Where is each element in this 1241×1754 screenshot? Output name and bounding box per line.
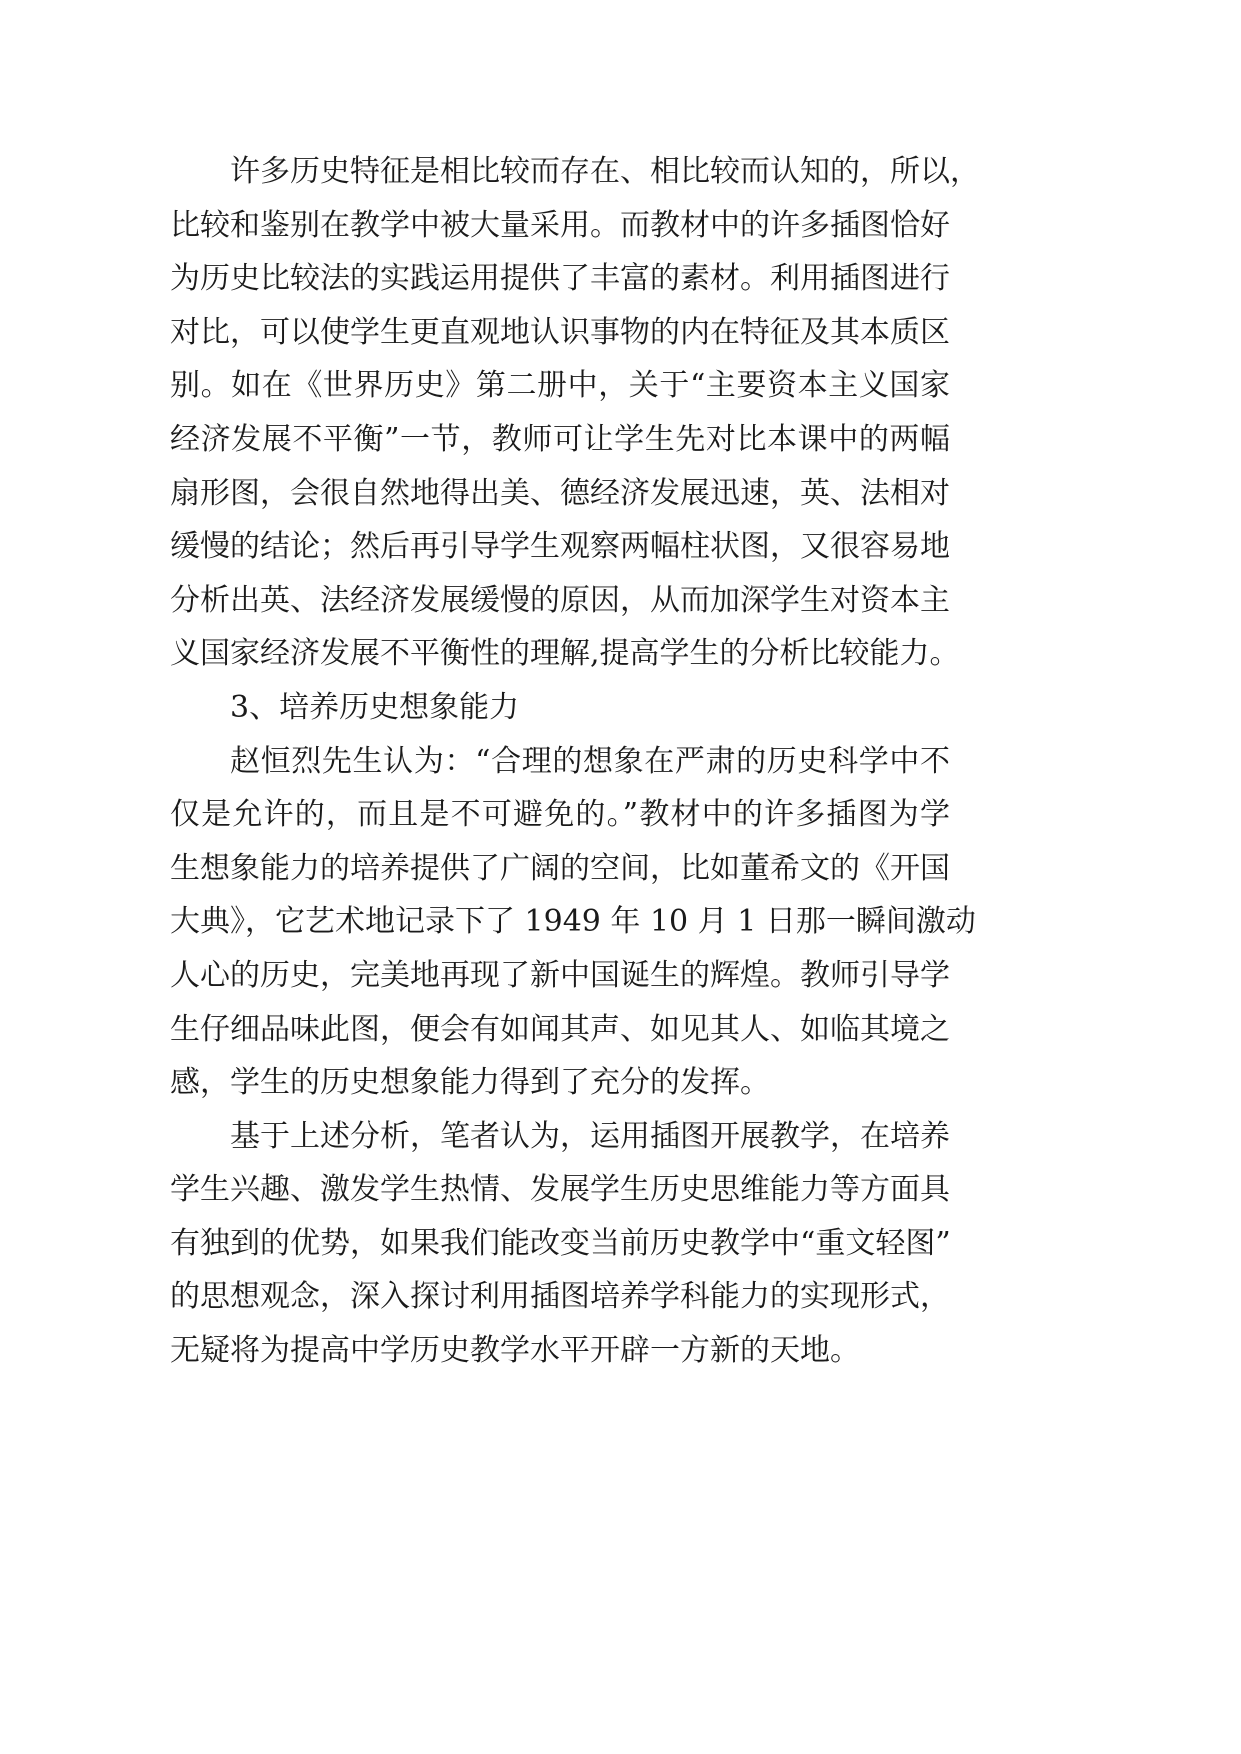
paragraph-line: 扇形图，会很自然地得出美、德经济发展迅速，英、法相对 bbox=[170, 475, 950, 511]
paragraph-line: 生仔细品味此图，便会有如闻其声、如见其人、如临其境之 bbox=[170, 1011, 950, 1047]
paragraph-line: 仅是允许的，而且是不可避免的。”教材中的许多插图为学 bbox=[170, 797, 950, 833]
paragraph-line: 大典》，它艺术地记录下了 1949 年 10 月 1 日那一瞬间激动 bbox=[170, 904, 976, 940]
paragraph-line: 为历史比较法的实践运用提供了丰富的素材。利用插图进行 bbox=[170, 261, 950, 297]
body-text bbox=[170, 145, 980, 1378]
paragraph-line: 缓慢的结论；然后再引导学生观察两幅柱状图，又很容易地 bbox=[170, 529, 950, 565]
paragraph-line: 的思想观念，深入探讨利用插图培养学科能力的实现形式， bbox=[170, 1279, 950, 1315]
paragraph-line: 感，学生的历史想象能力得到了充分的发挥。 bbox=[170, 1065, 770, 1101]
paragraph-line: 分析出英、法经济发展缓慢的原因，从而加深学生对资本主 bbox=[170, 582, 950, 618]
paragraph-line: 基于上述分析，笔者认为，运用插图开展教学，在培养 bbox=[230, 1118, 950, 1154]
paragraph-line: 义国家经济发展不平衡性的理解,提高学生的分析比较能力。 bbox=[170, 636, 960, 672]
paragraph-line: 无疑将为提高中学历史教学水平开辟一方新的天地。 bbox=[170, 1333, 860, 1369]
paragraph-line: 学生兴趣、激发学生热情、发展学生历史思维能力等方面具 bbox=[170, 1172, 950, 1208]
paragraph-line: 别。如在《世界历史》第二册中，关于“主要资本主义国家 bbox=[170, 368, 950, 404]
section-heading: 3、培养历史想象能力 bbox=[230, 689, 520, 725]
paragraph-line: 许多历史特征是相比较而存在、相比较而认知的，所以， bbox=[230, 154, 980, 189]
paragraph-line: 赵恒烈先生认为：“合理的想象在严肃的历史科学中不 bbox=[230, 743, 950, 779]
paragraph-line: 经济发展不平衡”一节，教师可让学生先对比本课中的两幅 bbox=[170, 421, 950, 457]
paragraph-line: 比较和鉴别在教学中被大量采用。而教材中的许多插图恰好 bbox=[170, 207, 950, 243]
paragraph-line: 人心的历史，完美地再现了新中国诞生的辉煌。教师引导学 bbox=[170, 957, 950, 993]
paragraph-line: 生想象能力的培养提供了广阔的空间，比如董希文的《开国 bbox=[170, 850, 950, 886]
paragraph-line: 有独到的优势，如果我们能改变当前历史教学中“重文轻图” bbox=[170, 1225, 951, 1261]
paragraph-line: 对比，可以使学生更直观地认识事物的内在特征及其本质区 bbox=[170, 314, 950, 350]
